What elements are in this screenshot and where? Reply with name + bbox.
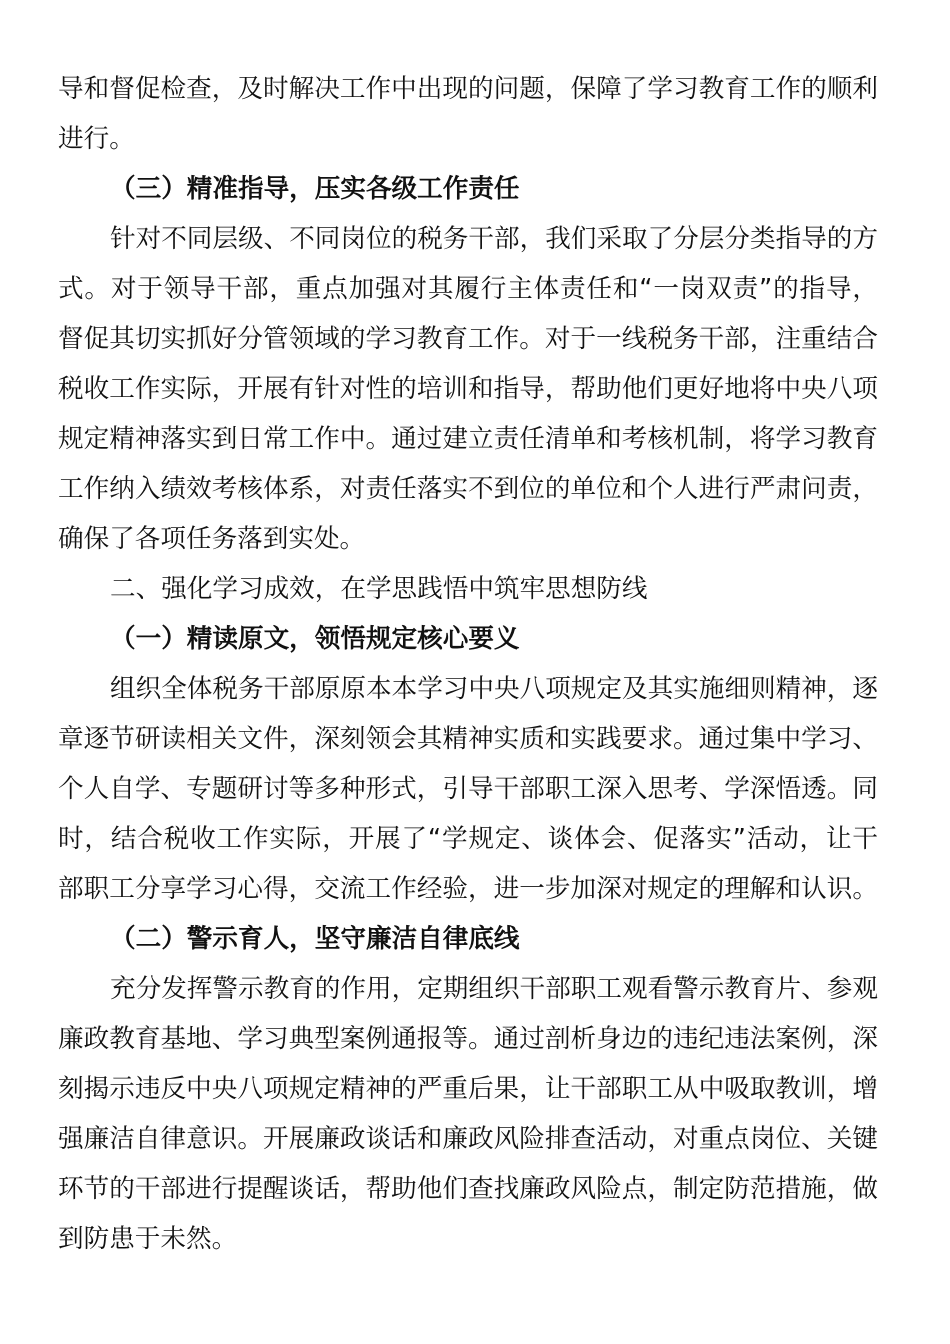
paragraph-line: 刻揭示违反中央八项规定精神的严重后果，让干部职工从中吸取教训，增 bbox=[58, 1074, 878, 1104]
subheading: （一）精读原文，领悟规定核心要义 bbox=[110, 624, 520, 654]
paragraph-line: 督促其切实抓好分管领域的学习教育工作。对于一线税务干部，注重结合 bbox=[58, 324, 878, 354]
paragraph-line: 导和督促检查，及时解决工作中出现的问题，保障了学习教育工作的顺利 bbox=[58, 74, 878, 104]
paragraph-line: 个人自学、专题研讨等多种形式，引导干部职工深入思考、学深悟透。同 bbox=[58, 774, 878, 804]
paragraph-line: 强廉洁自律意识。开展廉政谈话和廉政风险排查活动，对重点岗位、关键 bbox=[58, 1124, 878, 1154]
paragraph-line: 时，结合税收工作实际，开展了“学规定、谈体会、促落实”活动，让干 bbox=[58, 824, 878, 854]
paragraph-line: 进行。 bbox=[58, 124, 135, 154]
paragraph-line: 廉政教育基地、学习典型案例通报等。通过剖析身边的违纪违法案例，深 bbox=[58, 1024, 878, 1054]
paragraph-line: 规定精神落实到日常工作中。通过建立责任清单和考核机制，将学习教育 bbox=[58, 424, 878, 454]
paragraph-line: 章逐节研读相关文件，深刻领会其精神实质和实践要求。通过集中学习、 bbox=[58, 724, 878, 754]
section-heading: 二、强化学习成效，在学思践悟中筑牢思想防线 bbox=[110, 574, 648, 604]
paragraph-line: 式。对于领导干部，重点加强对其履行主体责任和“一岗双责”的指导， bbox=[58, 274, 878, 304]
paragraph-first-line: 针对不同层级、不同岗位的税务干部，我们采取了分层分类指导的方 bbox=[110, 224, 878, 254]
subheading: （二）警示育人，坚守廉洁自律底线 bbox=[110, 924, 520, 954]
paragraph-line: 到防患于未然。 bbox=[58, 1224, 238, 1254]
document-page bbox=[58, 64, 878, 1264]
paragraph-line: 部职工分享学习心得，交流工作经验，进一步加深对规定的理解和认识。 bbox=[58, 874, 878, 904]
subheading: （三）精准指导，压实各级工作责任 bbox=[110, 174, 520, 204]
paragraph-line: 确保了各项任务落到实处。 bbox=[58, 524, 366, 554]
paragraph-first-line: 组织全体税务干部原原本本学习中央八项规定及其实施细则精神，逐 bbox=[110, 674, 878, 704]
paragraph-line: 环节的干部进行提醒谈话，帮助他们查找廉政风险点，制定防范措施，做 bbox=[58, 1174, 878, 1204]
paragraph-line: 税收工作实际，开展有针对性的培训和指导，帮助他们更好地将中央八项 bbox=[58, 374, 878, 404]
paragraph-line: 工作纳入绩效考核体系，对责任落实不到位的单位和个人进行严肃问责， bbox=[58, 474, 878, 504]
paragraph-first-line: 充分发挥警示教育的作用，定期组织干部职工观看警示教育片、参观 bbox=[110, 974, 878, 1004]
